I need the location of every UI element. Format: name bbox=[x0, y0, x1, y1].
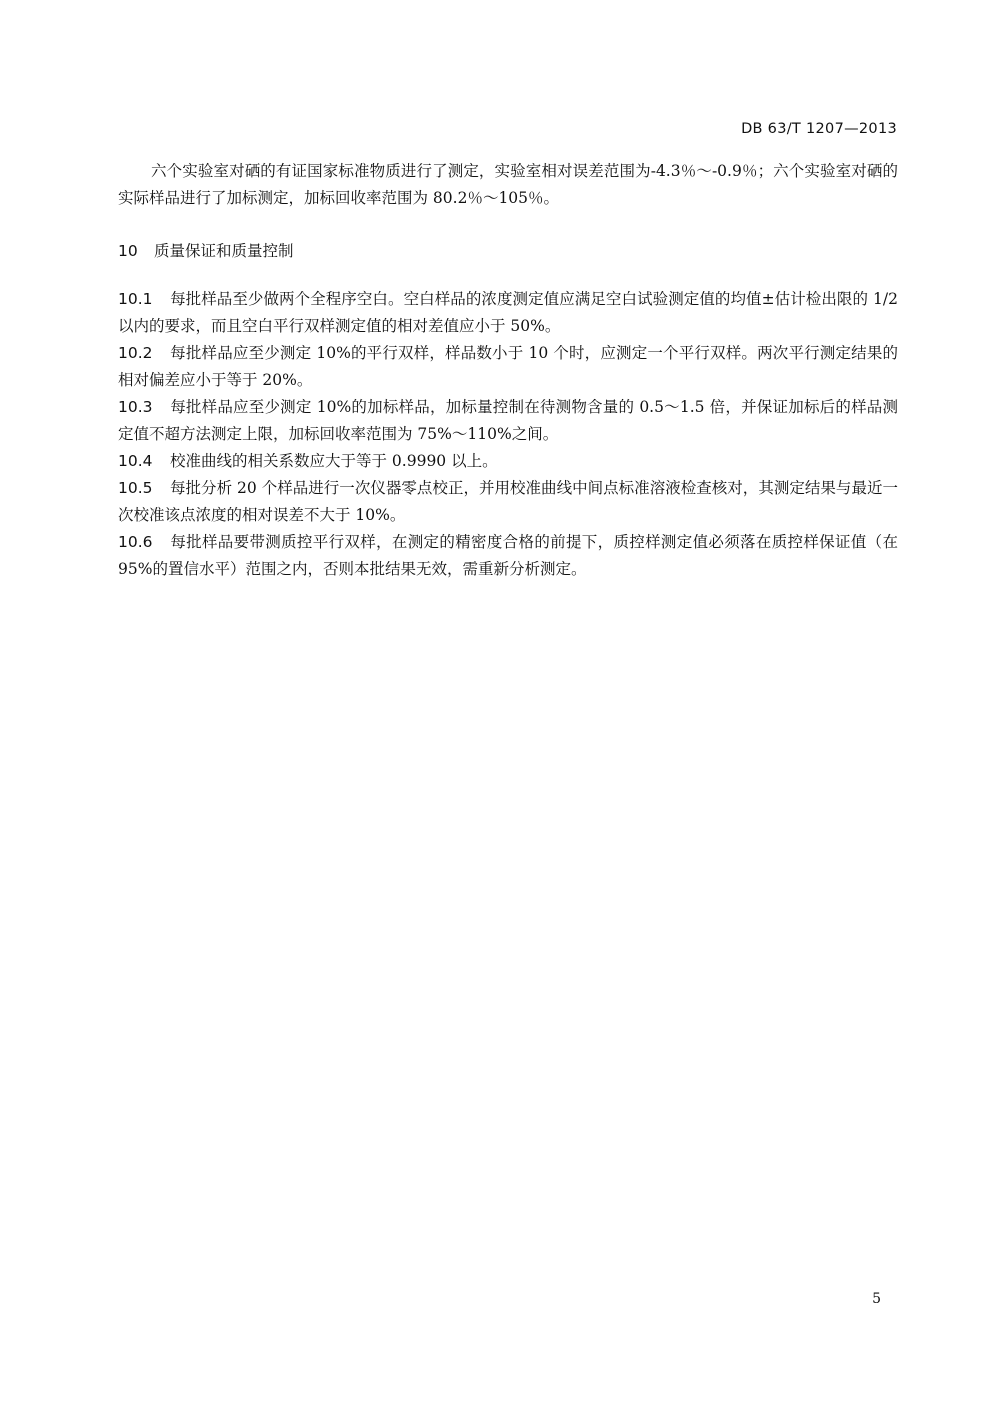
clause-text: 校准曲线的相关系数应大于等于 0.9990 以上。 bbox=[170, 452, 498, 470]
clause-list bbox=[118, 286, 898, 583]
clause-10-3 bbox=[118, 394, 898, 448]
page-number: 5 bbox=[872, 1291, 881, 1307]
standard-code: DB 63/T 1207—2013 bbox=[741, 121, 897, 137]
clause-number: 10.6 bbox=[118, 533, 153, 551]
intro-paragraph: 六个实验室对硒的有证国家标准物质进行了测定，实验室相对误差范围为-4.3％～-0.9％；六个实验室对硒的实际样品进行了加标测定，加标回收率范围为 80.2％～105％。 bbox=[118, 162, 898, 207]
document-body bbox=[118, 158, 898, 583]
clause-number: 10.5 bbox=[118, 479, 153, 497]
section-number: 10 bbox=[118, 242, 138, 260]
clause-10-5 bbox=[118, 475, 898, 529]
section-title: 质量保证和质量控制 bbox=[154, 242, 294, 260]
clause-number: 10.4 bbox=[118, 452, 153, 470]
clause-text: 每批样品应至少测定 10%的平行双样，样品数小于 10 个时，应测定一个平行双样。两次平行测定结果的相对偏差应小于等于 20%。 bbox=[118, 344, 898, 389]
clause-text: 每批样品应至少测定 10%的加标样品，加标量控制在待测物含量的 0.5～1.5 倍，并保证加标后的样品测定值不超方法测定上限，加标回收率范围为 75%～110%之间。 bbox=[118, 398, 898, 443]
clause-10-1 bbox=[118, 286, 898, 340]
section-heading bbox=[118, 238, 898, 265]
clause-10-6 bbox=[118, 529, 898, 583]
clause-text: 每批分析 20 个样品进行一次仪器零点校正，并用校准曲线中间点标准溶液检查核对，其测定结果与最近一次校准该点浓度的相对误差不大于 10%。 bbox=[118, 479, 898, 524]
clause-number: 10.3 bbox=[118, 398, 153, 416]
clause-number: 10.2 bbox=[118, 344, 153, 362]
clause-text: 每批样品要带测质控平行双样，在测定的精密度合格的前提下，质控样测定值必须落在质控样保证值（在 95%的置信水平）范围之内，否则本批结果无效，需重新分析测定。 bbox=[118, 533, 898, 578]
clause-text: 每批样品至少做两个全程序空白。空白样品的浓度测定值应满足空白试验测定值的均值±估计检出限的 1/2 以内的要求，而且空白平行双样测定值的相对差值应小于 50%。 bbox=[118, 290, 898, 335]
clause-10-2 bbox=[118, 340, 898, 394]
clause-number: 10.1 bbox=[118, 290, 153, 308]
clause-10-4 bbox=[118, 448, 898, 475]
